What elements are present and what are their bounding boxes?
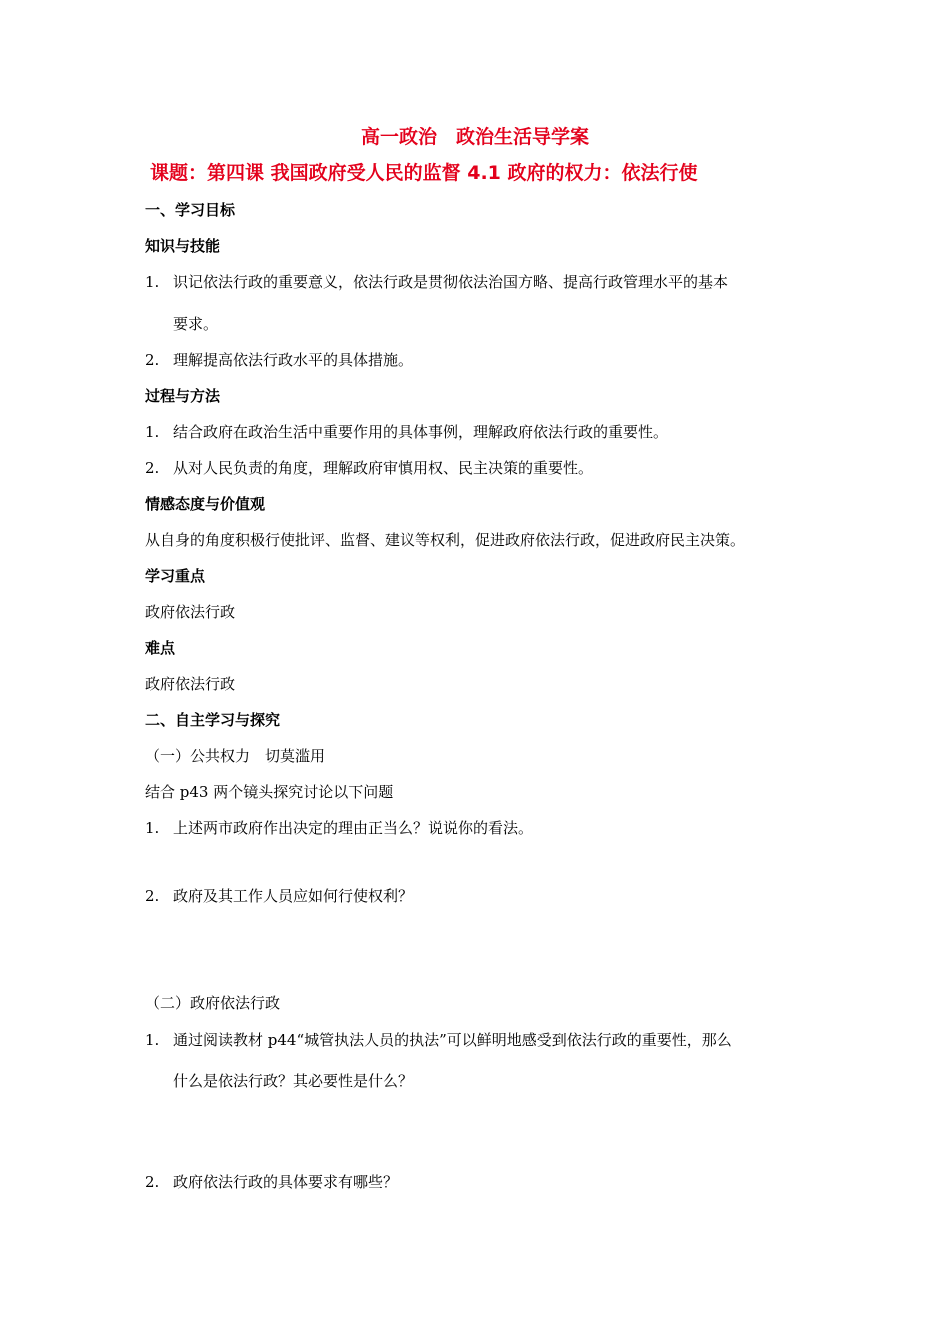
- emotion-heading: 情感态度与价值观: [145, 495, 266, 513]
- section-2-heading: 二、自主学习与探究: [145, 711, 281, 729]
- knowledge-item-2: [145, 350, 413, 370]
- item-text: 上述两市政府作出决定的理由正当么？说说你的看法。: [173, 819, 534, 837]
- item-text: 政府及其工作人员应如何行使权利？: [173, 887, 414, 905]
- item-number: 2.: [145, 1173, 160, 1191]
- lesson-subtitle: 课题：第四课 我国政府受人民的监督 4.1 政府的权力：依法行使: [150, 162, 698, 184]
- item-number: 1.: [145, 423, 160, 441]
- process-item-2: [145, 458, 593, 478]
- item-text: 理解提高依法行政水平的具体措施。: [173, 351, 414, 369]
- part-1-question-2: [145, 886, 413, 906]
- part-1-heading: （一）公共权力 切莫滥用: [145, 747, 326, 765]
- item-text: 政府依法行政的具体要求有哪些？: [173, 1173, 399, 1191]
- focus-heading: 学习重点: [145, 567, 206, 585]
- emotion-text: 从自身的角度积极行使批评、监督、建议等权利，促进政府依法行政，促进政府民主决策。: [145, 531, 746, 549]
- item-text: 识记依法行政的重要意义，依法行政是贯彻依法治国方略、提高行政管理水平的基本: [173, 273, 729, 291]
- knowledge-item-1-cont: 要求。: [173, 315, 219, 333]
- process-heading: 过程与方法: [145, 387, 221, 405]
- part-1-intro: 结合 p43 两个镜头探究讨论以下问题: [145, 783, 394, 801]
- process-item-1: [145, 422, 668, 442]
- item-text: 从对人民负责的角度，理解政府审慎用权、民主决策的重要性。: [173, 459, 594, 477]
- section-1-heading: 一、学习目标: [145, 201, 236, 219]
- item-number: 2.: [145, 887, 160, 905]
- part-2-heading: （二）政府依法行政: [145, 994, 281, 1012]
- item-text: 结合政府在政治生活中重要作用的具体事例，理解政府依法行政的重要性。: [173, 423, 669, 441]
- part-1-question-1: [145, 818, 533, 838]
- knowledge-heading: 知识与技能: [145, 237, 221, 255]
- item-number: 1.: [145, 273, 160, 291]
- item-text: 通过阅读教材 p44“城管执法人员的执法”可以鲜明地感受到依法行政的重要性，那么: [173, 1031, 732, 1049]
- doc-title: 高一政治 政治生活导学案: [360, 126, 589, 148]
- item-number: 2.: [145, 351, 160, 369]
- knowledge-item-1: [145, 272, 728, 292]
- part-2-question-1: [145, 1030, 732, 1050]
- item-number: 2.: [145, 459, 160, 477]
- difficulty-heading: 难点: [145, 639, 176, 657]
- focus-text: 政府依法行政: [145, 603, 236, 621]
- item-number: 1.: [145, 819, 160, 837]
- part-2-question-2: [145, 1172, 398, 1192]
- item-number: 1.: [145, 1031, 160, 1049]
- part-2-question-1-cont: 什么是依法行政？其必要性是什么？: [173, 1072, 414, 1090]
- difficulty-text: 政府依法行政: [145, 675, 236, 693]
